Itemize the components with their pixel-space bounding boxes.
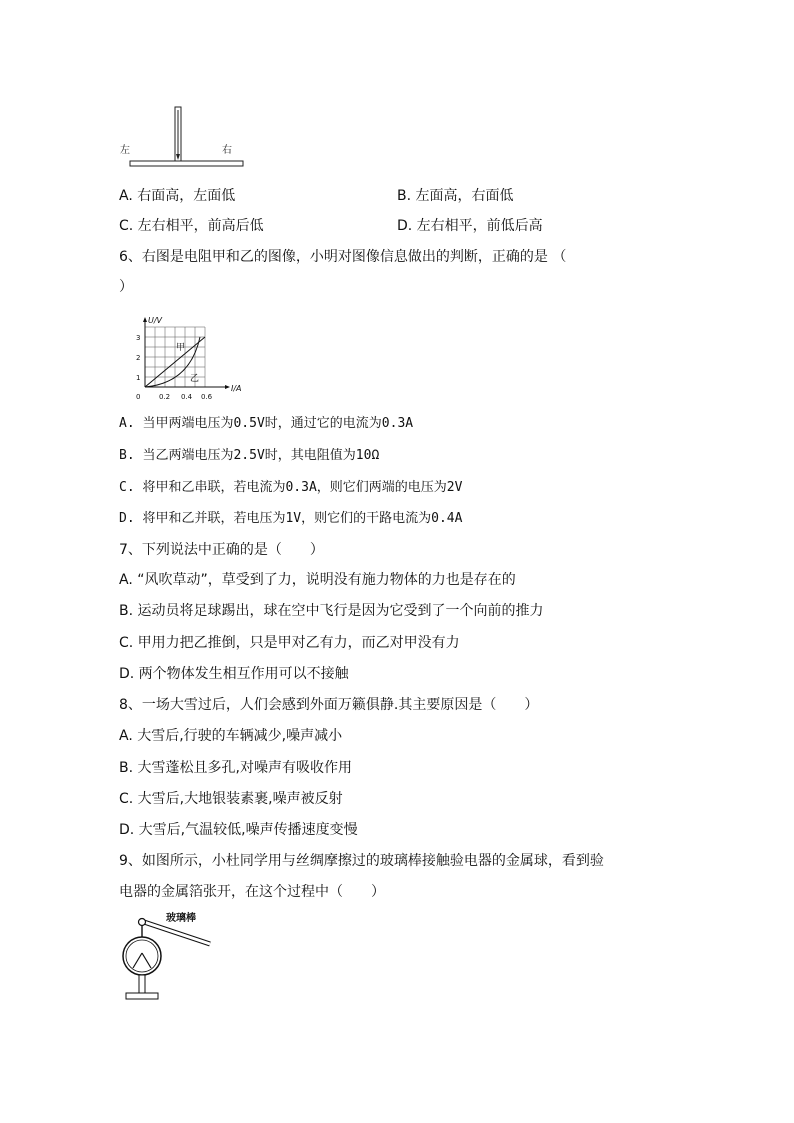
label-jia: 甲 [176,343,186,353]
q8-stem: 8、一场大雪过后，人们会感到外面万籁俱静.其主要原因是（ ） [119,697,539,713]
y-axis-label: U/V [148,316,163,325]
y-tick-1: 1 [136,374,141,382]
q7-option-a: A. “风吹草动”，草受到了力，说明没有施力物体的力也是存在的 [119,572,516,588]
stand-neck [139,975,145,993]
q7-option-b: B. 运动员将足球踢出，球在空中飞行是因为它受到了一个向前的推力 [119,603,544,619]
metal-ball [139,919,146,926]
glass-jar [123,937,161,975]
x-axis-label: I/A [231,384,242,393]
y-axis-arrow [143,317,147,322]
q6-graph [130,315,250,403]
q6-option-d: D. 将甲和乙并联，若电压为1V，则它们的干路电流为0.4A [119,511,463,526]
q6-option-a: A. 当甲两端电压为0.5V时，通过它的电流为0.3A [119,416,414,431]
q9-electroscope-figure [118,908,218,1014]
q5-option-b: B. 左面高，右面低 [397,188,514,204]
x-axis-arrow [225,385,230,389]
x-tick-0: 0 [136,393,141,401]
q6-stem-line2: ） [119,279,133,295]
glass-rod-label: 玻璃棒 [166,913,196,924]
q6-option-b: B. 当乙两端电压为2.5V时，其电阻值为10Ω [119,448,380,463]
x-tick-0.4: 0.4 [181,393,193,401]
q5-option-d: D. 左右相平，前低后高 [397,218,543,234]
q8-option-a: A. 大雪后,行驶的车辆减少,噪声减小 [119,728,343,744]
y-tick-2: 2 [136,354,141,362]
x-tick-0.6: 0.6 [201,393,213,401]
y-tick-3: 3 [136,334,141,342]
q7-option-c: C. 甲用力把乙推倒，只是甲对乙有力，而乙对甲没有力 [119,635,460,651]
q7-stem: 7、下列说法中正确的是（ ） [119,542,324,558]
q9-stem-line2: 电器的金属箔张开，在这个过程中（ ） [119,884,385,900]
q8-option-b: B. 大雪蓬松且多孔,对噪声有吸收作用 [119,760,352,776]
fig-left-label: 左 [120,145,130,156]
q7-option-d: D. 两个物体发生相互作用可以不接触 [119,666,349,682]
q6-stem-line1: 6、右图是电阻甲和乙的图像，小明对图像信息做出的判断，正确的是 （ [119,249,567,265]
level-base-bar [130,161,243,166]
stand-base [126,993,158,999]
q8-option-d: D. 大雪后,气温较低,噪声传播速度变慢 [119,822,358,838]
q6-option-c: C. 将甲和乙串联，若电流为0.3A，则它们两端的电压为2V [119,480,463,495]
x-tick-0.2: 0.2 [159,393,171,401]
q8-option-c: C. 大雪后,大地银装素裹,噪声被反射 [119,791,343,807]
q5-option-a: A. 右面高，左面低 [119,188,236,204]
fig-right-label: 右 [222,145,232,156]
q5-option-c: C. 左右相平，前高后低 [119,218,264,234]
q9-stem-line1: 9、如图所示，小杜同学用与丝绸摩擦过的玻璃棒接触验电器的金属球，看到验 [119,853,604,869]
q5-level-figure [118,104,248,170]
label-yi: 乙 [190,374,200,384]
